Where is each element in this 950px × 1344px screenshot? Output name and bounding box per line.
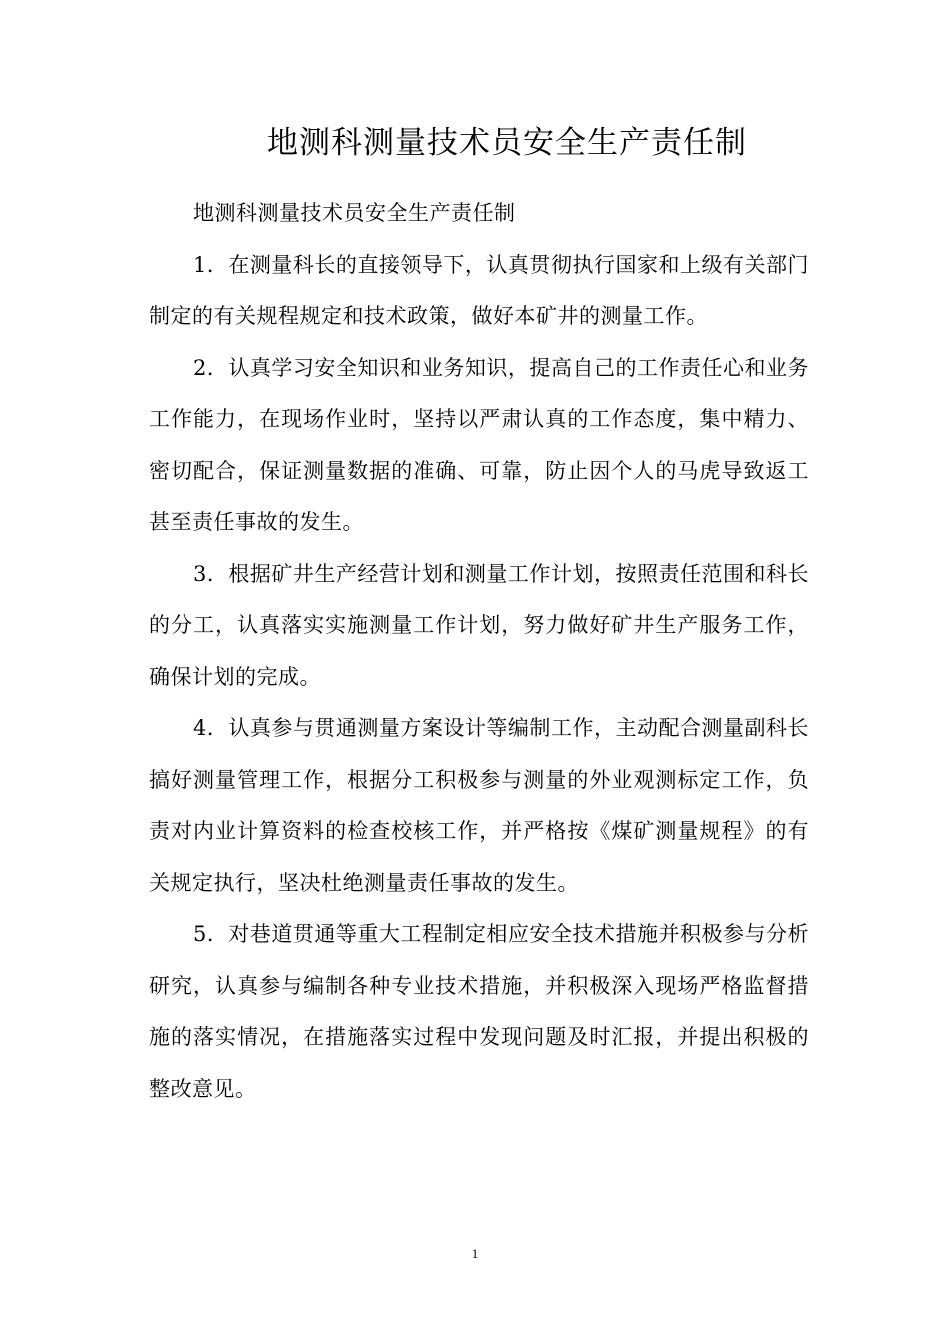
- page-number: 1: [471, 1246, 479, 1261]
- item-number: 2．: [193, 355, 229, 380]
- subtitle-paragraph: 地测科测量技术员安全生产责任制: [193, 201, 516, 225]
- list-item: [149, 343, 809, 549]
- list-item: [149, 240, 809, 343]
- item-text: 根据矿井生产经营计划和测量工作计划，按照责任范围和科长的分工，认真落实实施测量工作计划，努力做好矿井生产服务工作，确保计划的完成。: [149, 561, 809, 689]
- item-text: 认真学习安全知识和业务知识，提高自己的工作责任心和业务工作能力，在现场作业时，坚持以严肃认真的工作态度，集中精力、密切配合，保证测量数据的准确、可靠，防止因个人的马虎导致返工甚至责任事故的发生。: [149, 355, 809, 534]
- item-text: 对巷道贯通等重大工程制定相应安全技术措施并积极参与分析研究，认真参与编制各种专业技术措施，并积极深入现场严格监督措施的落实情况，在措施落实过程中发现问题及时汇报，并提出积极的整改意见。: [149, 922, 809, 1101]
- item-text: 认真参与贯通测量方案设计等编制工作，主动配合测量副科长搞好测量管理工作，根据分工积极参与测量的外业观测标定工作，负责对内业计算资料的检查校核工作，并严格按《煤矿测量规程》的有关规定执行，坚决杜绝测量责任事故的发生。: [149, 716, 809, 895]
- list-item: [149, 703, 809, 909]
- item-number: 1．: [193, 252, 229, 277]
- document-body: [149, 188, 809, 1115]
- item-number: 3．: [193, 561, 229, 586]
- item-number: 5．: [193, 922, 229, 946]
- list-item: [149, 549, 809, 704]
- item-text: 在测量科长的直接领导下，认真贯彻执行国家和上级有关部门制定的有关规程规定和技术政策，做好本矿井的测量工作。: [149, 252, 809, 328]
- page-title: 地测科测量技术员安全生产责任制: [267, 125, 747, 161]
- list-item: [149, 909, 809, 1115]
- item-number: 4．: [193, 716, 229, 740]
